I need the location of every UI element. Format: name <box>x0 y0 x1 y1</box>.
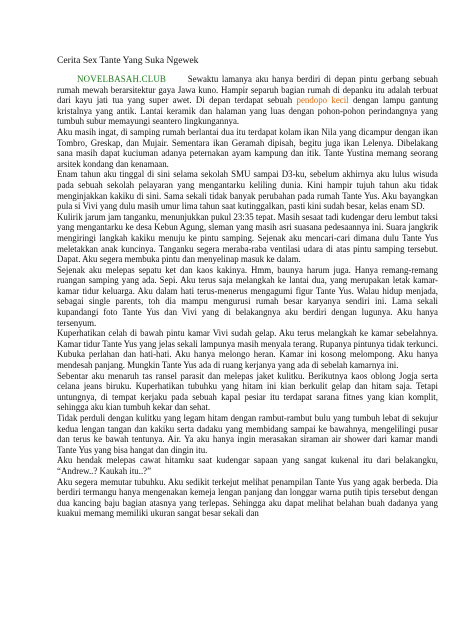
story-paragraph: Tidak perduli dengan kulitku yang legam hitam dengan rambut-rambut bulu yang tumbuh lebat di sekujur kedua lengan tangan dan kakiku serta dadaku yang membidang sampai ke bawahnya, mengelilingi pusar dan terus ke bawah tentunya. Air. Ya aku hanya ingin merasakan siraman air shower dari kamar mandi Tante Yus yang bisa hangat dan dingin itu. <box>57 413 438 455</box>
story-paragraph: Aku masih ingat, di samping rumah berlantai dua itu terdapat kolam ikan Nila yang dicampur dengan ikan Tombro, Greskap, dan Mujair. Sementara ikan Geramah dipisah, begitu juga ikan Lelenya. Dibelakang sana masih dapat kuciuman adanya peternakan ayam kampung dan itik. Tante Yustina memang seorang arsitek kondang dan kenamaan. <box>57 126 438 169</box>
pendopo-kecil-link[interactable]: pendopo kecil <box>296 95 349 106</box>
story-body <box>57 74 438 519</box>
site-name-link[interactable]: NOVELBASAH.CLUB <box>77 74 167 84</box>
intro-text-end: dengan lampu gantung kristalnya yang antik. Lantai keramik dan halaman yang luas dengan pohon-pohon perindangnya yang tumbuh subur memayungi seantero lingkungannya. <box>57 95 439 127</box>
document-title: Cerita Sex Tante Yang Suka Ngewek <box>57 55 199 66</box>
story-paragraph: Kuperhatikan celah di bawah pintu kamar Vivi sudah gelap. Aku terus melangkah ke kamar sebelahnya. Kamar tidur Tante Yus yang jelas sekali lampunya masih menyala terang. Rupanya pintunya tidak terkunci. Kubuka perlahan dan hati-hati. Aku hanya melongo heran. Kamar ini kosong melompong. Aku hanya mendesah panjang. Mungkin Tante Yus ada di ruang kerjanya yang ada di sebelah kamarnya ini. <box>57 328 438 371</box>
story-paragraph: Kulirik jarum jam tanganku, menunjukkan pukul 23:35 tepat. Masih sesaat tadi kudengar deru lembut taksi yang mengantarku ke desa Kebun Agung, sleman yang masih asri suasana pedesaannya ini. Suara jangkrik mengiringi langkah kakiku menuju ke pintu samping. Sejenak aku mencari-cari dimana dulu Tante Yus meletakkan anak kuncinya. Tanganku segera meraba-raba ventilasi udara di atas pintu samping tersebut. Dapat. Aku segera membuka pintu dan menyelinap masuk ke dalam. <box>57 211 438 265</box>
intro-paragraph <box>57 74 438 127</box>
story-paragraph: Sejenak aku melepas sepatu ket dan kaos kakinya. Hmm, baunya harum juga. Hanya remang-remang ruangan samping yang ada. Sepi. Aku terus saja melangkah ke lantai dua, yang merupakan letak kamar-kamar tidur keluarga. Aku dalam hati terus-menerus mengagumi figur Tante Yus. Walau hidup menjada, sebagai single parents, toh dia mampu mengurusi rumah besar karyanya sendiri ini. Lama sekali kupandangi foto Tante Yus dan Vivi yang di belakangnya aku berdiri dengan lugunya. Aku hanya tersenyum. <box>57 264 438 328</box>
intro-text-start: Sewaktu lamanya aku hanya berdiri di depan pintu gerbang sebuah rumah mewah berarsitektur gaya Jawa kuno. Hampir separuh bagian rumah di depanku itu adalah terbuat dari kayu jati tua yang super awet. Di depan terdapat sebuah <box>57 74 438 106</box>
story-paragraph: Aku hendak melepas cawat hitamku saat kudengar sapaan yang sangat kukenal itu dari belakangku, “Andrew..? Kaukah itu..?” <box>57 455 438 476</box>
story-paragraph: Aku segera memutar tubuhku. Aku sedikit terkejut melihat penampilan Tante Yus yang agak berbeda. Dia berdiri termangu hanya mengenakan kemeja lengan panjang dan longgar warna putih tipis tersebut dengan dua kancing baju bagian atasnya yang terlepas. Sehingga aku dapat melihat belahan buah dadanya yang kuakui memang memiliki ukuran sangat besar sekali dan <box>57 476 438 519</box>
story-paragraph: Sebentar aku menaruh tas ransel parasit dan melepas jaket kulitku. Berikutnya kaos oblong Jogja serta celana jeans biruku. Kuperhatikan tubuhku yang hitam ini kian berkulit gelap dan hitam saja. Tetapi untungnya, di tempat kerjaku pada sebuah kapal pesiar itu terdapat sarana fitnes yang kian komplit, sehingga aku kian tumbuh kekar dan sehat. <box>57 370 438 413</box>
story-paragraph: Enam tahun aku tinggal di sini selama sekolah SMU sampai D3-ku, sebelum akhirnya aku lulus wisuda pada sebuah sekolah pelayaran yang mengantarku keliling dunia. Kini hampir tujuh tahun aku tidak menginjakkan kakiku di sini. Sama sekali tidak banyak perubahan pada rumah Tante Yus. Aku bayangkan pula si Vivi yang dulu masih umur lima tahun saat kutinggalkan, pasti kini sudah besar, kelas enam SD. <box>57 169 438 212</box>
